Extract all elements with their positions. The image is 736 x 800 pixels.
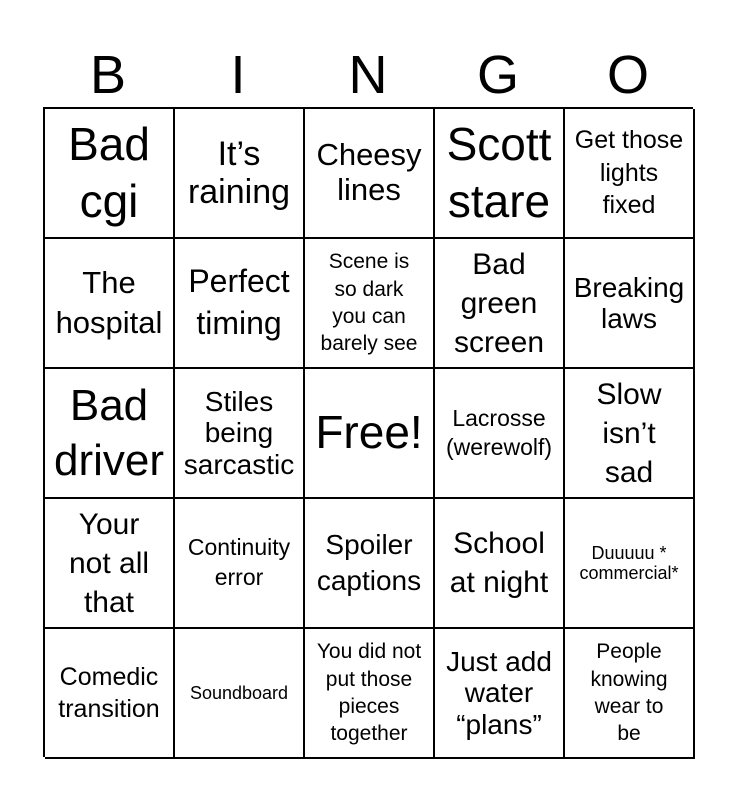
cell-text: Soundboard (189, 682, 289, 703)
cell-text: Just add water “plans” (446, 645, 552, 740)
bingo-cell-r5c5[interactable] (565, 629, 695, 759)
bingo-cell-r3c3-free-space[interactable] (305, 369, 435, 499)
bingo-cell-r1c3[interactable] (305, 109, 435, 239)
bingo-cell-r2c4[interactable] (435, 239, 565, 369)
bingo-cell-r4c2[interactable] (175, 499, 305, 629)
cell-text: Stiles being sarcastic (183, 385, 295, 480)
cell-text: Duuuuu * commercial* (579, 542, 679, 583)
cell-text: Lacrosse (werewolf) (445, 405, 553, 460)
cell-text: You did not put those pieces together (316, 640, 422, 746)
cell-text: It’s raining (187, 134, 291, 211)
bingo-cell-r1c5[interactable] (565, 109, 695, 239)
cell-text: The hospital (55, 264, 163, 340)
bingo-cell-r5c3[interactable] (305, 629, 435, 759)
cell-text: People knowing wear to be (590, 640, 668, 746)
cell-text: Free! (315, 406, 423, 459)
bingo-cell-r4c5[interactable] (565, 499, 695, 629)
bingo-board (43, 107, 693, 757)
bingo-cell-r2c3[interactable] (305, 239, 435, 369)
bingo-cell-r1c2[interactable] (175, 109, 305, 239)
bingo-cell-r5c2[interactable] (175, 629, 305, 759)
cell-text: Perfect timing (188, 263, 290, 341)
cell-text: School at night (449, 527, 549, 599)
bingo-cell-r3c5[interactable] (565, 369, 695, 499)
cell-text: Spoiler captions (316, 528, 422, 596)
bingo-cell-r4c1[interactable] (45, 499, 175, 629)
cell-text: Your not all that (68, 507, 150, 619)
header-letter-b: B (89, 45, 127, 105)
cell-text: Comedic transition (58, 662, 160, 723)
cell-text: Bad driver (53, 381, 165, 485)
cell-text: Bad cgi (68, 117, 150, 227)
cell-text: Bad green screen (453, 247, 545, 359)
header-letter-g: G (476, 45, 519, 105)
bingo-cell-r3c1[interactable] (45, 369, 175, 499)
cell-text: Slow isn’t sad (596, 377, 662, 489)
bingo-cell-r2c1[interactable] (45, 239, 175, 369)
cell-text: Breaking laws (573, 271, 685, 334)
cell-text: Cheesy lines (316, 137, 422, 207)
bingo-cell-r1c4[interactable] (435, 109, 565, 239)
bingo-cell-r3c2[interactable] (175, 369, 305, 499)
header-letter-o: O (606, 45, 649, 105)
bingo-cell-r2c5[interactable] (565, 239, 695, 369)
bingo-cell-r3c4[interactable] (435, 369, 565, 499)
bingo-cell-r1c1[interactable] (45, 109, 175, 239)
bingo-cell-r4c3[interactable] (305, 499, 435, 629)
header-letter-i: I (230, 45, 246, 105)
cell-text: Get those lights fixed (574, 126, 684, 220)
bingo-cell-r4c4[interactable] (435, 499, 565, 629)
bingo-header (43, 42, 693, 108)
cell-text: Scott stare (446, 117, 552, 227)
bingo-cell-r5c1[interactable] (45, 629, 175, 759)
cell-text: Continuity error (187, 534, 291, 590)
cell-text: Scene is so dark you can barely see (320, 250, 418, 356)
bingo-cell-r2c2[interactable] (175, 239, 305, 369)
header-letter-n: N (348, 45, 388, 105)
bingo-cell-r5c4[interactable] (435, 629, 565, 759)
